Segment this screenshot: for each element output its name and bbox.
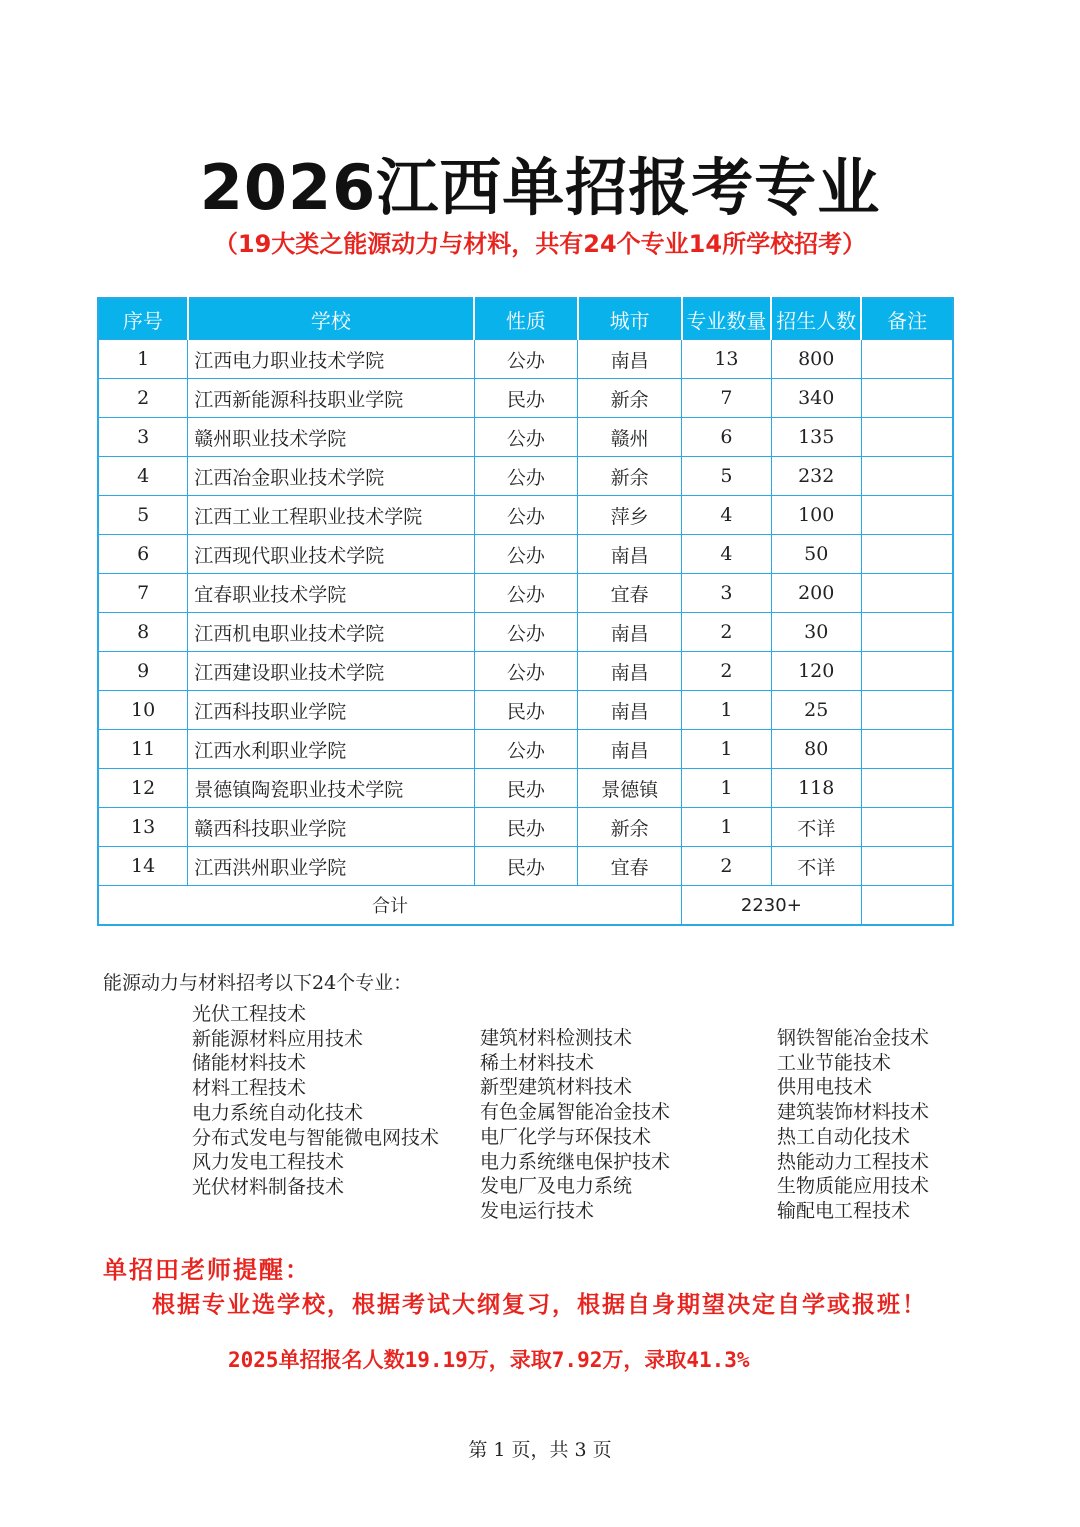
cell-enroll: 135 xyxy=(771,418,861,457)
major-item: 工业节能技术 xyxy=(777,1051,892,1074)
cell-note xyxy=(861,769,953,808)
cell-enroll: 340 xyxy=(771,379,861,418)
cell-city: 新余 xyxy=(578,379,682,418)
cell-no: 2 xyxy=(98,379,188,418)
cell-majors: 6 xyxy=(682,418,772,457)
major-item: 材料工程技术 xyxy=(192,1077,307,1100)
col-header-school: 学校 xyxy=(188,298,474,340)
majors-list-col3 xyxy=(777,1026,929,1224)
col-header-note: 备注 xyxy=(861,298,953,340)
total-value: 2230+ xyxy=(682,886,862,926)
cell-majors: 5 xyxy=(682,457,772,496)
major-item: 热能动力工程技术 xyxy=(777,1150,930,1173)
cell-type: 公办 xyxy=(474,418,578,457)
cell-city: 新余 xyxy=(578,808,682,847)
cell-type: 公办 xyxy=(474,535,578,574)
table-row xyxy=(98,652,953,691)
cell-city: 南昌 xyxy=(578,691,682,730)
cell-type: 民办 xyxy=(474,691,578,730)
cell-no: 12 xyxy=(98,769,188,808)
major-item: 风力发电工程技术 xyxy=(192,1151,345,1174)
cell-note xyxy=(861,535,953,574)
cell-majors: 4 xyxy=(682,535,772,574)
table-row xyxy=(98,691,953,730)
cell-no: 4 xyxy=(98,457,188,496)
cell-type: 公办 xyxy=(474,613,578,652)
cell-note xyxy=(861,574,953,613)
major-item: 稀土材料技术 xyxy=(480,1051,595,1074)
major-item: 生物质能应用技术 xyxy=(777,1175,930,1198)
major-item: 输配电工程技术 xyxy=(777,1199,911,1222)
cell-majors: 2 xyxy=(682,847,772,886)
cell-note xyxy=(861,496,953,535)
cell-note xyxy=(861,652,953,691)
col-header-no: 序号 xyxy=(98,298,188,340)
major-item: 储能材料技术 xyxy=(192,1052,307,1075)
cell-type: 公办 xyxy=(474,574,578,613)
cell-school: 江西现代职业技术学院 xyxy=(188,535,474,574)
page-subtitle: （19大类之能源动力与材料，共有24个专业14所学校招考） xyxy=(213,230,867,258)
cell-note xyxy=(861,691,953,730)
table-row xyxy=(98,730,953,769)
major-item: 电力系统自动化技术 xyxy=(192,1101,364,1124)
cell-city: 宜春 xyxy=(578,574,682,613)
col-header-city: 城市 xyxy=(578,298,682,340)
cell-school: 江西电力职业技术学院 xyxy=(188,340,474,379)
cell-enroll: 118 xyxy=(771,769,861,808)
reminder-title: 单招田老师提醒： xyxy=(103,1255,311,1284)
cell-city: 新余 xyxy=(578,457,682,496)
cell-majors: 2 xyxy=(682,652,772,691)
cell-school: 江西工业工程职业技术学院 xyxy=(188,496,474,535)
col-header-enroll: 招生人数 xyxy=(771,298,861,340)
cell-school: 赣州职业技术学院 xyxy=(188,418,474,457)
table-row xyxy=(98,340,953,379)
cell-enroll: 50 xyxy=(771,535,861,574)
cell-type: 公办 xyxy=(474,340,578,379)
cell-school: 江西水利职业学院 xyxy=(188,730,474,769)
cell-type: 公办 xyxy=(474,457,578,496)
stats-text: 2025单招报名人数19.19万，录取7.92万，录取41.3% xyxy=(228,1348,750,1372)
cell-enroll: 800 xyxy=(771,340,861,379)
cell-type: 公办 xyxy=(474,652,578,691)
major-item: 电力系统继电保护技术 xyxy=(480,1150,671,1173)
total-label: 合计 xyxy=(98,886,682,926)
cell-note xyxy=(861,340,953,379)
majors-heading: 能源动力与材料招考以下24个专业： xyxy=(103,972,413,994)
table-total-row xyxy=(98,886,953,926)
major-item: 有色金属智能冶金技术 xyxy=(480,1101,671,1124)
table-row xyxy=(98,613,953,652)
cell-enroll: 232 xyxy=(771,457,861,496)
cell-note xyxy=(861,847,953,886)
cell-school: 江西科技职业学院 xyxy=(188,691,474,730)
reminder-text: 根据专业选学校，根据考试大纲复习，根据自身期望决定自学或报班！ xyxy=(152,1291,927,1318)
major-item: 建筑装饰材料技术 xyxy=(777,1101,930,1124)
cell-type: 民办 xyxy=(474,379,578,418)
table-row xyxy=(98,496,953,535)
major-item: 钢铁智能冶金技术 xyxy=(777,1027,930,1049)
table-row xyxy=(98,379,953,418)
cell-school: 江西建设职业技术学院 xyxy=(188,652,474,691)
table-row xyxy=(98,847,953,886)
cell-city: 南昌 xyxy=(578,613,682,652)
cell-enroll: 25 xyxy=(771,691,861,730)
cell-enroll: 30 xyxy=(771,613,861,652)
major-item: 发电运行技术 xyxy=(480,1199,595,1222)
cell-majors: 1 xyxy=(682,691,772,730)
schools-table xyxy=(97,297,954,926)
cell-school: 江西洪州职业学院 xyxy=(188,847,474,886)
cell-city: 萍乡 xyxy=(578,496,682,535)
cell-city: 南昌 xyxy=(578,535,682,574)
col-header-type: 性质 xyxy=(474,298,578,340)
cell-school: 江西机电职业技术学院 xyxy=(188,613,474,652)
major-item: 新能源材料应用技术 xyxy=(192,1027,364,1050)
page-footer: 第 1 页，共 3 页 xyxy=(468,1439,612,1461)
cell-enroll: 不详 xyxy=(771,808,861,847)
cell-no: 3 xyxy=(98,418,188,457)
cell-city: 宜春 xyxy=(578,847,682,886)
cell-city: 南昌 xyxy=(578,652,682,691)
cell-school: 赣西科技职业学院 xyxy=(188,808,474,847)
table-row xyxy=(98,418,953,457)
cell-enroll: 120 xyxy=(771,652,861,691)
cell-note xyxy=(861,418,953,457)
cell-school: 景德镇陶瓷职业技术学院 xyxy=(188,769,474,808)
cell-school: 宜春职业技术学院 xyxy=(188,574,474,613)
cell-majors: 7 xyxy=(682,379,772,418)
cell-majors: 4 xyxy=(682,496,772,535)
major-item: 热工自动化技术 xyxy=(777,1125,911,1148)
cell-school: 江西新能源科技职业学院 xyxy=(188,379,474,418)
cell-city: 南昌 xyxy=(578,730,682,769)
table-row xyxy=(98,769,953,808)
cell-majors: 2 xyxy=(682,613,772,652)
page-title: 2026江西单招报考专业 xyxy=(199,151,881,224)
cell-note xyxy=(861,457,953,496)
major-item: 新型建筑材料技术 xyxy=(480,1076,633,1099)
cell-city: 南昌 xyxy=(578,340,682,379)
major-item: 供用电技术 xyxy=(777,1076,873,1099)
major-item: 分布式发电与智能微电网技术 xyxy=(192,1126,440,1149)
cell-type: 公办 xyxy=(474,730,578,769)
cell-note xyxy=(861,808,953,847)
cell-no: 14 xyxy=(98,847,188,886)
cell-enroll: 不详 xyxy=(771,847,861,886)
cell-note xyxy=(861,730,953,769)
cell-no: 7 xyxy=(98,574,188,613)
table-row xyxy=(98,808,953,847)
major-item: 发电厂及电力系统 xyxy=(480,1175,633,1198)
major-item: 电厂化学与环保技术 xyxy=(480,1125,652,1148)
table-row xyxy=(98,535,953,574)
cell-no: 1 xyxy=(98,340,188,379)
cell-city: 景德镇 xyxy=(578,769,682,808)
cell-city: 赣州 xyxy=(578,418,682,457)
cell-majors: 1 xyxy=(682,730,772,769)
cell-enroll: 100 xyxy=(771,496,861,535)
col-header-majors: 专业数量 xyxy=(682,298,772,340)
majors-list-col2 xyxy=(480,1026,670,1224)
cell-no: 13 xyxy=(98,808,188,847)
cell-no: 8 xyxy=(98,613,188,652)
cell-majors: 13 xyxy=(682,340,772,379)
table-header-row xyxy=(98,298,953,340)
cell-no: 10 xyxy=(98,691,188,730)
cell-majors: 3 xyxy=(682,574,772,613)
cell-enroll: 200 xyxy=(771,574,861,613)
cell-type: 公办 xyxy=(474,496,578,535)
cell-type: 民办 xyxy=(474,769,578,808)
cell-note xyxy=(861,613,953,652)
cell-majors: 1 xyxy=(682,808,772,847)
major-item: 建筑材料检测技术 xyxy=(480,1027,633,1049)
cell-note xyxy=(861,379,953,418)
cell-no: 9 xyxy=(98,652,188,691)
majors-list-col1 xyxy=(192,1002,439,1200)
major-item: 光伏材料制备技术 xyxy=(192,1175,345,1198)
table-row xyxy=(98,574,953,613)
table-row xyxy=(98,457,953,496)
cell-enroll: 80 xyxy=(771,730,861,769)
cell-majors: 1 xyxy=(682,769,772,808)
cell-school: 江西冶金职业技术学院 xyxy=(188,457,474,496)
cell-no: 11 xyxy=(98,730,188,769)
cell-no: 5 xyxy=(98,496,188,535)
cell-type: 民办 xyxy=(474,808,578,847)
major-item: 光伏工程技术 xyxy=(192,1003,307,1025)
cell-type: 民办 xyxy=(474,847,578,886)
total-note xyxy=(861,886,953,926)
cell-no: 6 xyxy=(98,535,188,574)
